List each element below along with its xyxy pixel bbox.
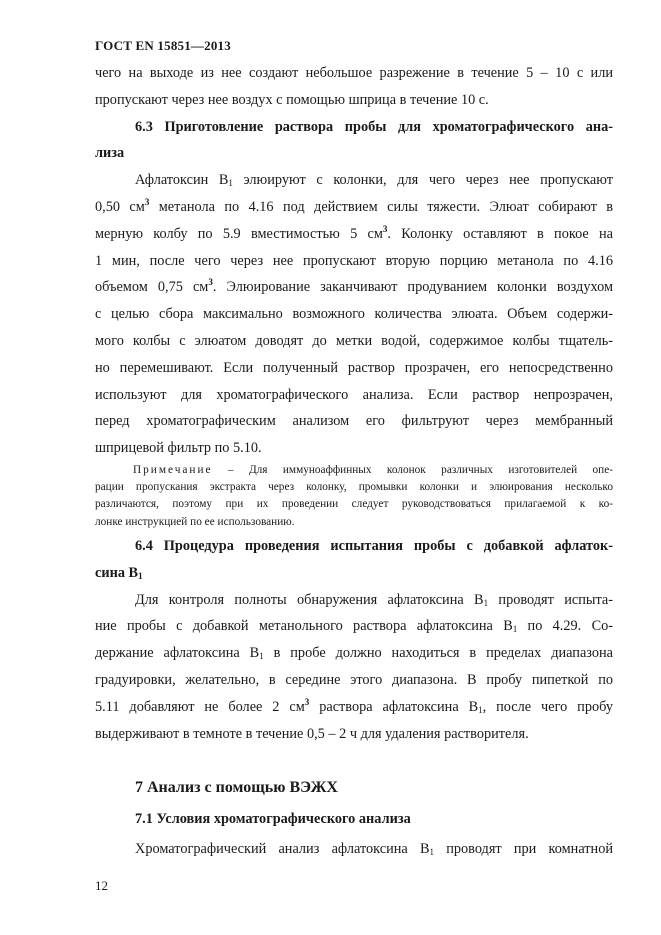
section-6-4-heading: 6.4 Процедура проведения испытания пробы с добавкой афлаток- bbox=[135, 538, 613, 554]
paragraph-line: градуировки, желательно, в середине этого диапазона. В пробу пипеткой по bbox=[95, 671, 613, 688]
paragraph-line: с целью сбора максимально возможного количества элюата. Объем содержи- bbox=[95, 306, 613, 323]
section-7-heading: 7 Анализ с помощью ВЭЖХ bbox=[135, 779, 338, 796]
section-7-1-text bbox=[95, 836, 613, 863]
paragraph-line: шприцевой фильтр по 5.10. bbox=[95, 440, 262, 457]
paragraph-line: 0,50 $см^3$ метанола по 4.16 под действием силы тяжести. Элюат собирают в bbox=[95, 196, 613, 215]
paragraph-line: Хроматографический анализ афлатоксина $B_1$ проводят при комнатной bbox=[135, 841, 614, 857]
section-6-3-heading-cont: лиза bbox=[95, 145, 125, 162]
section-6-4-block bbox=[95, 533, 613, 747]
paragraph-line: используют для хроматографического анализа. Если раствор непрозрачен, bbox=[95, 386, 613, 403]
note-line: Примечание – Для иммуноаффинных колонок различных изготовителей опе- bbox=[133, 464, 613, 476]
paragraph-line: 5.11 добавляют не более 2 $см^3$ раствора афлатоксина $B_1$, после чего пробу bbox=[95, 696, 613, 715]
note-label: Примечание bbox=[133, 464, 213, 476]
paragraph-line: объемом 0,75 $см^3$. Элюирование заканчивают продуванием колонки воздухом bbox=[95, 277, 613, 296]
section-7-1-heading: 7.1 Условия хроматографического анализа bbox=[135, 811, 411, 827]
section-6-4-heading-cont: сина $B_1$ bbox=[95, 564, 143, 581]
paragraph-line: Для контроля полноты обнаружения афлатоксина $B_1$ проводят испыта- bbox=[135, 591, 613, 608]
note-block bbox=[95, 462, 613, 531]
paragraph-line: перед хроматографическим анализом его фильтруют через мембранный bbox=[95, 413, 613, 430]
paragraph-line: мого колбы с элюатом доводят до метки водой, содержимое колбы тщатель- bbox=[95, 332, 613, 349]
intro-line: чего на выходе из нее создают небольшое разрежение в течение 5 – 10 с или bbox=[95, 65, 613, 81]
intro-line: пропускают через нее воздух с помощью шприца в течение 10 с. bbox=[95, 91, 489, 108]
paragraph-line: Афлатоксин $B_1$ элюируют с колонки, для чего через нее пропускают bbox=[135, 172, 613, 189]
page-number: 12 bbox=[95, 878, 108, 893]
note-line: различаются, поэтому при их проведении следует руководствоваться прилагаемой к ко- bbox=[95, 498, 613, 511]
standard-header: ГОСТ EN 15851—2013 bbox=[95, 38, 231, 53]
paragraph-line: ние пробы с добавкой метанольного раствора афлатоксина $B_1$ по 4.29. Со- bbox=[95, 618, 614, 635]
section-6-3-heading: 6.3 Приготовление раствора пробы для хроматографического ана- bbox=[135, 118, 613, 135]
paragraph-line: мерную колбу по 5.9 вместимостью 5 $см^3$. Колонку оставляют в покое на bbox=[95, 223, 614, 242]
section-6-3-block bbox=[95, 60, 613, 462]
paragraph-line: но перемешивают. Если полученный раствор прозрачен, его непосредственно bbox=[95, 359, 613, 376]
note-line: лонке инструкцией по ее использованию. bbox=[95, 515, 295, 528]
paragraph-line: 1 мин, после чего через нее пропускают вторую порцию метанола по 4.16 bbox=[95, 252, 613, 269]
paragraph-line: держание афлатоксина $B_1$ в пробе должно находиться в пределах диапазона bbox=[95, 645, 614, 662]
note-line: рации пропускания экстракта через колонку, промывки колонки и элюирования несколько bbox=[95, 481, 613, 494]
paragraph-line: выдерживают в темноте в течение 0,5 – 2 ч для удаления растворителя. bbox=[95, 725, 529, 742]
